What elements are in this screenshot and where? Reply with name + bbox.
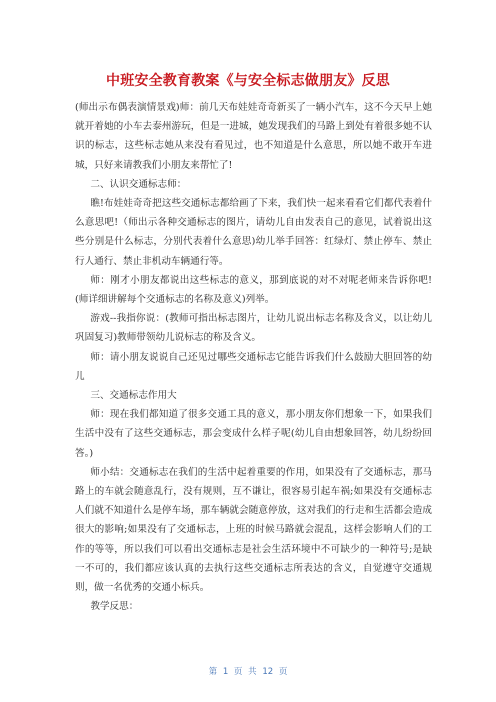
- section-heading: 三、交通标志作用大: [90, 390, 177, 402]
- page-number-footer: 第 1 页 共 12 页: [208, 667, 288, 677]
- document-title: 中班安全教育教案《与安全标志做朋友》反思: [106, 73, 390, 89]
- document-body: [75, 98, 432, 616]
- paragraph: (师出示布偶表演情景戏)师：前几天布娃娃奇奇新买了一辆小汽车，这不今天早上她就开着她的小车去泰州游玩，但是一进城，她发现我们的马路上到处有着很多她不认识的标志，这些标志她从来没有看见过，也不知道是什么意思，所以她不敢开车进城，只好来请教我们小朋友来帮忙了!: [75, 102, 432, 171]
- paragraph: 师：请小朋友说说自己还见过哪些交通标志它能告诉我们什么鼓励大胆回答的幼儿: [75, 351, 432, 382]
- section-heading: 二、认识交通标志师：: [90, 178, 187, 190]
- paragraph: 师：刚才小朋友都说出这些标志的意义，那到底说的对不对呢老师来告诉你吧!(师详细讲解每个交通标志的名称及意义)列举。: [75, 274, 432, 306]
- section-heading: 教学反思：: [90, 601, 139, 613]
- paragraph: 瞧!布娃娃奇奇把这些交通标志都给画了下来，我们快一起来看看它们都代表着什么意思吧!（师出示各种交通标志的图片，请幼儿自由发表自己的意见，试着说出这些分别是什么标志，分别代表着什么意思)幼儿举手回答：红绿灯、禁止停车、禁止行人通行、禁止非机动车辆通行等。: [75, 198, 432, 267]
- paragraph: 师小结：交通标志在我们的生活中起着重要的作用，如果没有了交通标志，那马路上的车就会随意乱行，没有规则，互不谦让，很容易引起车祸;如果没有交通标志人们就不知道什么是停车场，那车辆就会随意停放，这对我们的行走和生活都会造成很大的影响;如果没有了交通标志，上班的时候马路就会混乱，这样会影响人们的工作的等等，所以我们可以看出交通标志是社会生活环境中不可缺少的一种符号;是缺一不可的，我们都应该认真的去执行这些交通标志所表达的含义，自觉遵守交通规则，做一名优秀的交通小标兵。: [75, 466, 432, 594]
- paragraph: 游戏--我指你说：(教师可指出标志图片，让幼儿说出标志名称及含义，以让幼儿巩固复习)教师带领幼儿说标志的称及含义。: [75, 313, 432, 344]
- paragraph: 师：现在我们都知道了很多交通工具的意义，那小朋友你们想象一下，如果我们生活中没有了这些交通标志，那会变成什么样子呢(幼儿自由想象回答，幼儿纷纷回答。): [75, 409, 432, 459]
